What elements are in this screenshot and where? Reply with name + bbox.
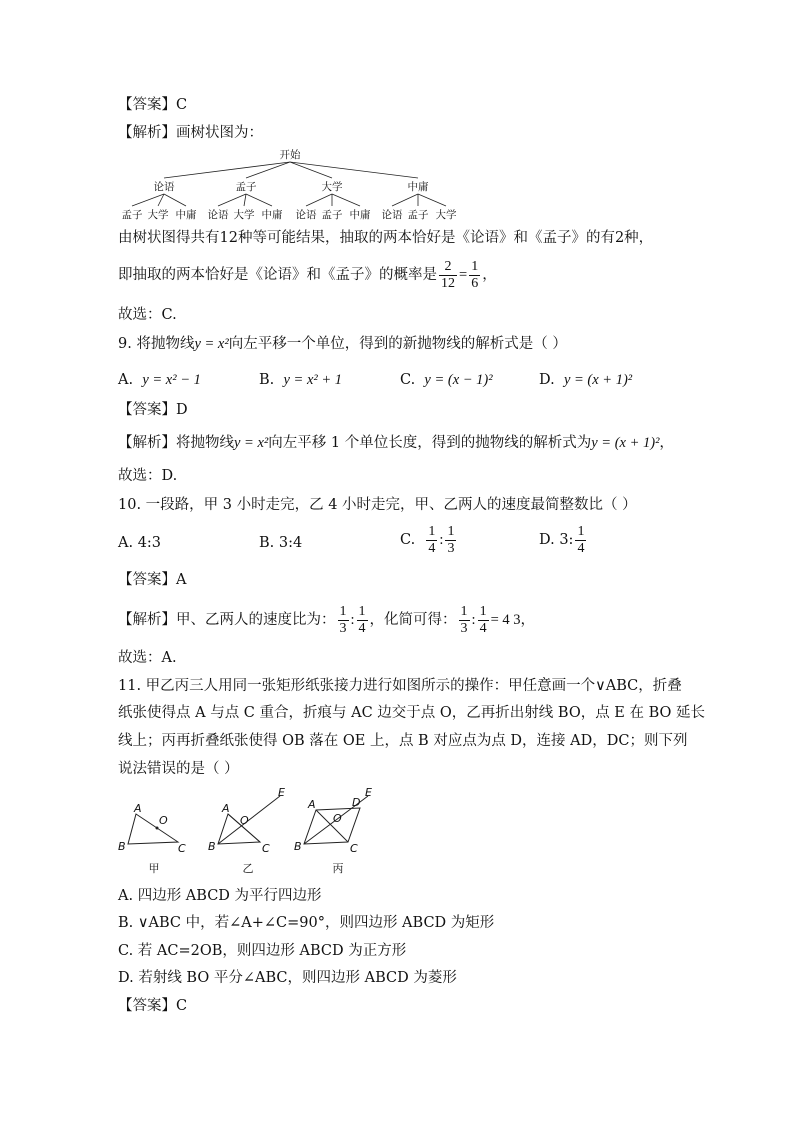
q9-option-a: A. y = x² − 1 — [118, 372, 201, 388]
tree-leaf: 论语 — [381, 209, 403, 221]
q11-stem-line2: 纸张使得点 A 与点 C 重合，折痕与 AC 边交于点 O，乙再折出射线 BO，点 E 在 BO 延长 — [118, 705, 706, 721]
tree-node: 论语 — [153, 181, 175, 193]
q8-line1: 由树状图得共有12种等可能结果，抽取的两本恰好是《论语》和《孟子》的有2种， — [118, 230, 654, 246]
tree-leaf: 孟子 — [321, 209, 343, 221]
q10-option-c: C. $\frac{1}{4}$ : $\frac{1}{3}$ — [400, 523, 455, 556]
svg-text:E: E — [365, 786, 372, 799]
svg-text:C: C — [350, 842, 358, 855]
tree-leaf: 中庸 — [175, 209, 197, 221]
svg-text:O: O — [159, 814, 168, 827]
q9-option-b: B. y = x² + 1 — [259, 372, 343, 388]
tree-leaf: 论语 — [207, 209, 229, 221]
tree-leaf: 大学 — [435, 209, 457, 221]
q10-analysis: 【解析】甲、乙两人的速度比为： $\frac{1}{3}$ : $\frac{1}{4}$ ，化简可得： $\frac{1}{3}$ : $\frac{1}{4}$ = 4 3， — [118, 603, 535, 636]
q11-option-d: D. 若射线 BO 平分∠ABC，则四边形 ABCD 为菱形 — [118, 970, 457, 986]
svg-text:B: B — [294, 840, 302, 853]
tree-node: 大学 — [321, 181, 343, 193]
q10-answer: 【答案】A — [118, 572, 187, 588]
q11-option-c: C. 若 AC=2OB，则四边形 ABCD 为正方形 — [118, 943, 407, 959]
q11-stem-line1: 11. 甲乙丙三人用同一张矩形纸张接力进行如图所示的操作：甲任意画一个∨ABC，折叠 — [118, 678, 682, 694]
q9-option-d: D. y = (x + 1)² — [539, 372, 633, 388]
q9-stem: 9. 将抛物线y = x²向左平移一个单位，得到的新抛物线的解析式是（ ） — [118, 336, 567, 352]
q10-conclusion: 故选：A. — [118, 650, 177, 666]
fraction: $\frac{1}{6}$ — [471, 258, 479, 291]
svg-text:A: A — [222, 802, 230, 815]
svg-text:A: A — [308, 798, 316, 811]
tree-leaf: 大学 — [233, 209, 255, 221]
svg-text:C: C — [262, 842, 270, 855]
svg-text:甲: 甲 — [148, 862, 160, 875]
q11-figures — [112, 784, 382, 876]
q11-stem-line4: 说法错误的是（ ） — [118, 761, 239, 777]
q9-answer: 【答案】D — [118, 402, 188, 418]
tree-leaf: 大学 — [147, 209, 169, 221]
q8-tree-diagram — [110, 146, 470, 224]
tree-leaf: 孟子 — [407, 209, 429, 221]
q10-option-b: B. 3:4 — [259, 535, 303, 551]
tree-leaf: 中庸 — [349, 209, 371, 221]
q10-stem: 10. 一段路，甲 3 小时走完，乙 4 小时走完，甲、乙两人的速度最简整数比（ ） — [118, 497, 637, 513]
tree-root: 开始 — [279, 149, 301, 161]
svg-text:B: B — [118, 840, 126, 853]
q10-option-d: D. 3: $\frac{1}{4}$ — [539, 523, 585, 556]
q11-answer: 【答案】C — [118, 998, 188, 1014]
svg-text:O: O — [333, 812, 342, 825]
svg-text:乙: 乙 — [242, 862, 254, 875]
q8-conclusion: 故选：C. — [118, 307, 177, 323]
svg-text:E: E — [278, 786, 285, 799]
q11-option-a: A. 四边形 ABCD 为平行四边形 — [118, 888, 322, 904]
tree-leaf: 孟子 — [121, 209, 143, 221]
q8-analysis-label: 【解析】画树状图为： — [118, 125, 263, 141]
figure-jia — [128, 814, 178, 844]
tree-leaf: 中庸 — [261, 209, 283, 221]
svg-text:B: B — [208, 840, 216, 853]
q8-answer: 【答案】C — [118, 97, 188, 113]
q9-analysis: 【解析】将抛物线y = x²向左平移 1 个单位长度，得到的抛物线的解析式为y = (x + 1)²， — [118, 435, 674, 451]
svg-text:D: D — [352, 796, 361, 809]
tree-leaf: 论语 — [295, 209, 317, 221]
fraction: $\frac{2}{12}$ — [441, 258, 455, 291]
svg-text:C: C — [178, 842, 186, 855]
svg-text:O: O — [240, 814, 249, 827]
q9-conclusion: 故选：D. — [118, 468, 178, 484]
q11-option-b: B. ∨ABC 中，若∠A+∠C=90°，则四边形 ABCD 为矩形 — [118, 915, 495, 931]
q10-option-a: A. 4:3 — [118, 535, 162, 551]
q8-line2: 即抽取的两本恰好是《论语》和《孟子》的概率是 $\frac{2}{12}$ = $\frac{1}{6}$ ， — [118, 258, 497, 291]
tree-node: 中庸 — [407, 181, 429, 193]
tree-node: 孟子 — [235, 181, 257, 193]
q11-stem-line3: 线上；丙再折叠纸张使得 OB 落在 OE 上，点 B 对应点为点 D，连接 AD，DC；则下列 — [118, 733, 688, 749]
svg-text:A: A — [134, 802, 142, 815]
svg-text:丙: 丙 — [332, 862, 344, 875]
q9-option-c: C. y = (x − 1)² — [400, 372, 493, 388]
